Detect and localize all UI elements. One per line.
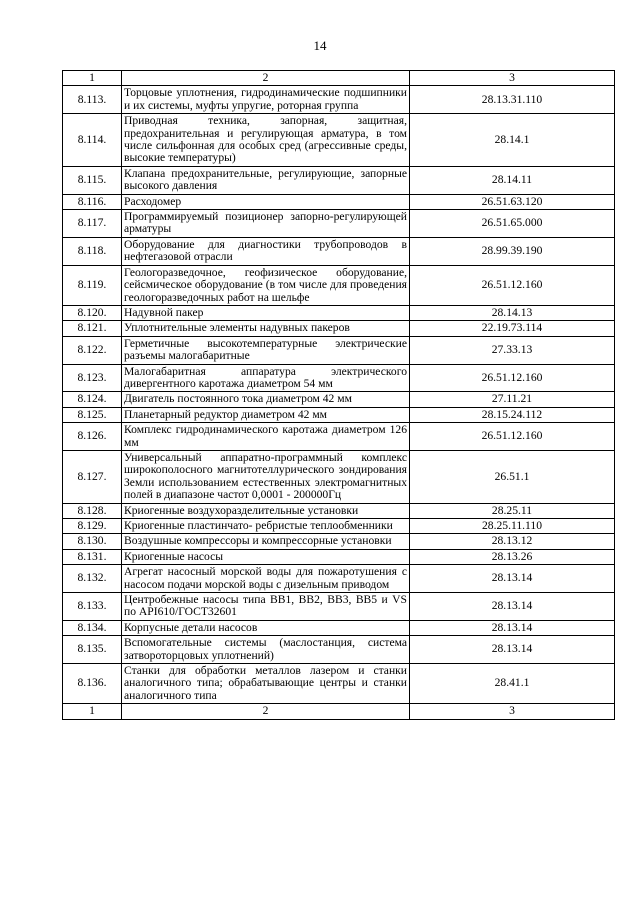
row-code: 26.51.12.160 xyxy=(410,423,615,451)
row-number: 8.128. xyxy=(63,503,122,518)
table-row xyxy=(63,549,615,564)
row-number: 8.119. xyxy=(63,265,122,305)
header-col-2: 2 xyxy=(122,71,410,86)
row-number: 8.125. xyxy=(63,407,122,422)
row-code: 28.25.11.110 xyxy=(410,519,615,534)
row-name: Программируемый позиционер запорно-регулирующей арматуры xyxy=(122,210,410,238)
table-row xyxy=(63,534,615,549)
row-number: 8.132. xyxy=(63,565,122,593)
row-code: 26.51.12.160 xyxy=(410,364,615,392)
row-code: 28.13.14 xyxy=(410,593,615,621)
row-name: Двигатель постоянного тока диаметром 42 мм xyxy=(122,392,410,407)
row-name: Геологоразведочное, геофизическое оборудование, сейсмическое оборудование (в том числе для проведения геологоразведочных работ на шельфе xyxy=(122,265,410,305)
row-code: 28.13.14 xyxy=(410,565,615,593)
row-name: Торцовые уплотнения, гидродинамические подшипники и их системы, муфты упругие, роторная группа xyxy=(122,86,410,114)
row-name: Криогенные пластинчато- ребристые теплообменники xyxy=(122,519,410,534)
row-number: 8.114. xyxy=(63,114,122,167)
row-number: 8.121. xyxy=(63,321,122,336)
row-number: 8.122. xyxy=(63,336,122,364)
row-number: 8.136. xyxy=(63,664,122,704)
row-number: 8.127. xyxy=(63,450,122,503)
row-code: 28.13.31.110 xyxy=(410,86,615,114)
row-number: 8.129. xyxy=(63,519,122,534)
table-row xyxy=(63,210,615,238)
row-name: Вспомогательные системы (маслостанция, система затвороторцовых уплотнений) xyxy=(122,636,410,664)
row-number: 8.123. xyxy=(63,364,122,392)
table-row xyxy=(63,305,615,320)
row-number: 8.135. xyxy=(63,636,122,664)
row-number: 8.115. xyxy=(63,166,122,194)
row-name: Расходомер xyxy=(122,194,410,209)
row-code: 26.51.12.160 xyxy=(410,265,615,305)
row-code: 26.51.63.120 xyxy=(410,194,615,209)
table-row xyxy=(63,565,615,593)
row-name: Универсальный аппаратно-программный комплекс широкополосного магнитотеллурического зондирования Земли использованием естественных электромагнитных полей в диапазоне частот 0,0001 - 200000Гц xyxy=(122,450,410,503)
table-row xyxy=(63,321,615,336)
row-name: Агрегат насосный морской воды для пожаротушения с насосом подачи морской воды с дизельным приводом xyxy=(122,565,410,593)
table-header-row xyxy=(63,71,615,86)
row-number: 8.130. xyxy=(63,534,122,549)
row-name: Планетарный редуктор диаметром 42 мм xyxy=(122,407,410,422)
row-code: 26.51.65.000 xyxy=(410,210,615,238)
table-row xyxy=(63,336,615,364)
row-name: Криогенные насосы xyxy=(122,549,410,564)
row-name: Клапана предохранительные, регулирующие, запорные высокого давления xyxy=(122,166,410,194)
footer-col-3: 3 xyxy=(410,704,615,719)
row-name: Корпусные детали насосов xyxy=(122,620,410,635)
row-code: 22.19.73.114 xyxy=(410,321,615,336)
row-number: 8.118. xyxy=(63,237,122,265)
row-code: 28.14.11 xyxy=(410,166,615,194)
table-row xyxy=(63,392,615,407)
page-number: 14 xyxy=(313,38,327,53)
row-code: 28.13.14 xyxy=(410,620,615,635)
table-row xyxy=(63,114,615,167)
row-code: 28.25.11 xyxy=(410,503,615,518)
table-row xyxy=(63,620,615,635)
row-name: Уплотнительные элементы надувных пакеров xyxy=(122,321,410,336)
table-row xyxy=(63,503,615,518)
row-name: Комплекс гидродинамического каротажа диаметром 126 мм xyxy=(122,423,410,451)
row-number: 8.133. xyxy=(63,593,122,621)
table-row xyxy=(63,194,615,209)
table-row xyxy=(63,364,615,392)
row-number: 8.126. xyxy=(63,423,122,451)
footer-col-2: 2 xyxy=(122,704,410,719)
row-code: 27.11.21 xyxy=(410,392,615,407)
row-code: 28.13.12 xyxy=(410,534,615,549)
header-col-3: 3 xyxy=(410,71,615,86)
table-row xyxy=(63,407,615,422)
row-code: 27.33.13 xyxy=(410,336,615,364)
table-row xyxy=(63,450,615,503)
row-code: 26.51.1 xyxy=(410,450,615,503)
table-row xyxy=(63,237,615,265)
footer-col-1: 1 xyxy=(63,704,122,719)
row-number: 8.134. xyxy=(63,620,122,635)
row-name: Малогабаритная аппаратура электрического дивергентного каротажа диаметром 54 мм xyxy=(122,364,410,392)
table-row xyxy=(63,636,615,664)
row-number: 8.116. xyxy=(63,194,122,209)
row-name: Центробежные насосы типа BB1, BB2, BB3, BB5 и VS по API610/ГОСТ32601 xyxy=(122,593,410,621)
table-body xyxy=(63,71,615,720)
row-name: Воздушные компрессоры и компрессорные установки xyxy=(122,534,410,549)
row-code: 28.41.1 xyxy=(410,664,615,704)
table-footer-row xyxy=(63,704,615,719)
row-code: 28.14.13 xyxy=(410,305,615,320)
row-name: Криогенные воздухоразделительные установки xyxy=(122,503,410,518)
row-name: Герметичные высокотемпературные электрические разъемы малогабаритные xyxy=(122,336,410,364)
row-name: Приводная техника, запорная, защитная, предохранительная и регулирующая арматура, в том числе сильфонная для особых сред (агрессивные среды, высокие температуры) xyxy=(122,114,410,167)
row-code: 28.99.39.190 xyxy=(410,237,615,265)
row-code: 28.15.24.112 xyxy=(410,407,615,422)
products-table xyxy=(62,70,615,720)
row-number: 8.113. xyxy=(63,86,122,114)
header-col-1: 1 xyxy=(63,71,122,86)
row-name: Оборудование для диагностики трубопроводов в нефтегазовой отрасли xyxy=(122,237,410,265)
table-row xyxy=(63,519,615,534)
row-code: 28.13.14 xyxy=(410,636,615,664)
row-number: 8.120. xyxy=(63,305,122,320)
row-number: 8.124. xyxy=(63,392,122,407)
table-row xyxy=(63,265,615,305)
row-code: 28.14.1 xyxy=(410,114,615,167)
row-name: Станки для обработки металлов лазером и станки аналогичного типа; обрабатывающие центры и станки аналогичного типа xyxy=(122,664,410,704)
row-name: Надувной пакер xyxy=(122,305,410,320)
table-row xyxy=(63,593,615,621)
row-number: 8.131. xyxy=(63,549,122,564)
table-row xyxy=(63,664,615,704)
row-code: 28.13.26 xyxy=(410,549,615,564)
table-row xyxy=(63,166,615,194)
table-row xyxy=(63,423,615,451)
table-row xyxy=(63,86,615,114)
row-number: 8.117. xyxy=(63,210,122,238)
